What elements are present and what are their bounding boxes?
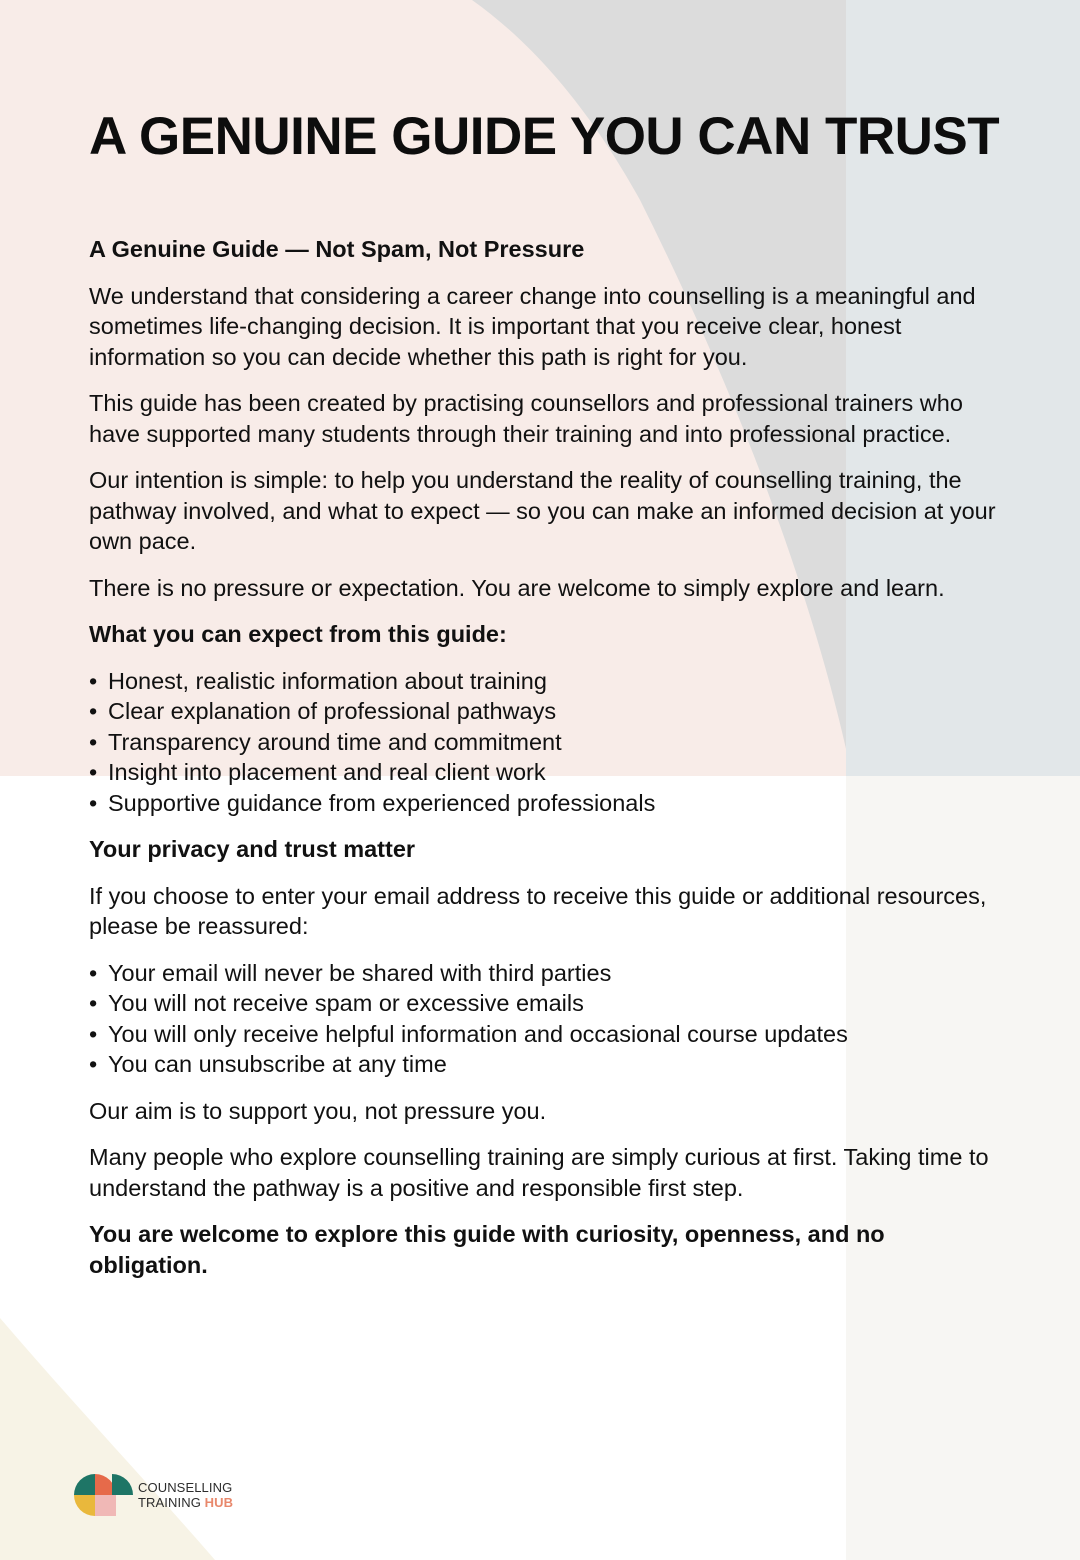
list-item	[89, 696, 999, 727]
logo-wordmark	[138, 1480, 233, 1510]
list-item	[89, 727, 999, 758]
bullet-icon: •	[89, 990, 98, 1016]
bullet-icon: •	[89, 1020, 98, 1047]
logo-line-1: COUNSELLING	[138, 1480, 233, 1495]
paragraph-intention: Our intention is simple: to help you understand the reality of counselling training, the pathway involved, and what to expect — so you can make an informed decision at your own pace.	[89, 467, 996, 554]
curious-text: Many people who explore counselling training are simply curious at first. Taking time to understand the pathway is a positive and responsible first step.	[89, 1144, 989, 1201]
closing-text: You are welcome to explore this guide with curiosity, openness, and no obligation.	[89, 1221, 885, 1278]
brand-logo	[74, 1474, 233, 1516]
aim-text: Our aim is to support you, not pressure you.	[89, 1097, 547, 1124]
paragraph-no-pressure: There is no pressure or expectation. You are welcome to simply explore and learn.	[89, 574, 945, 601]
logo-teal-quarter	[74, 1474, 95, 1495]
list-item	[89, 1019, 999, 1050]
list-item-text: Transparency around time and commitment	[108, 728, 562, 755]
privacy-intro: If you choose to enter your email address to receive this guide or additional resources, please be reassured:	[89, 882, 987, 939]
list-item-text: You will not receive spam or excessive emails	[108, 990, 584, 1016]
list-item	[89, 1049, 999, 1080]
document-body	[89, 234, 999, 1296]
list-item-text: Honest, realistic information about training	[108, 667, 547, 694]
logo-mark-icon	[74, 1474, 134, 1516]
logo-pink-block	[95, 1495, 116, 1516]
paragraph-guide-authors: This guide has been created by practising counsellors and professional trainers who have supported many students through their training and into professional practice.	[89, 390, 963, 447]
list-item	[89, 788, 999, 819]
expect-list	[89, 666, 999, 819]
bullet-icon: •	[89, 667, 98, 694]
bullet-icon: •	[89, 698, 98, 724]
list-item	[89, 958, 999, 989]
privacy-list	[89, 958, 999, 1080]
list-item-text: Insight into placement and real client work	[108, 759, 546, 785]
list-item-text: Supportive guidance from experienced professionals	[108, 789, 656, 816]
paragraph-career-change: We understand that considering a career change into counselling is a meaningful and sometimes life-changing decision. It is important that you receive clear, honest information so you can decide whether this path is right for you.	[89, 282, 976, 370]
list-item-text: Clear explanation of professional pathways	[108, 698, 557, 724]
logo-teal-right	[112, 1474, 133, 1495]
page-title: A GENUINE GUIDE YOU CAN TRUST	[89, 107, 1000, 166]
bullet-icon: •	[89, 1051, 98, 1077]
logo-line-2-prefix: TRAINING	[138, 1495, 205, 1510]
list-item	[89, 757, 999, 788]
bullet-icon: •	[89, 728, 98, 755]
bullet-icon: •	[89, 789, 98, 816]
privacy-heading: Your privacy and trust matter	[89, 836, 416, 862]
logo-yellow-quarter	[74, 1495, 95, 1516]
list-item-text: You can unsubscribe at any time	[108, 1051, 447, 1077]
list-item	[89, 988, 999, 1019]
list-item	[89, 666, 999, 697]
expect-heading: What you can expect from this guide:	[89, 621, 507, 647]
intro-heading: A Genuine Guide — Not Spam, Not Pressure	[89, 236, 585, 262]
bullet-icon: •	[89, 959, 98, 986]
list-item-text: You will only receive helpful information and occasional course updates	[108, 1020, 848, 1047]
logo-line-2	[138, 1495, 233, 1510]
list-item-text: Your email will never be shared with third parties	[108, 959, 612, 986]
bullet-icon: •	[89, 759, 98, 785]
logo-line-2-hub: HUB	[204, 1495, 234, 1510]
